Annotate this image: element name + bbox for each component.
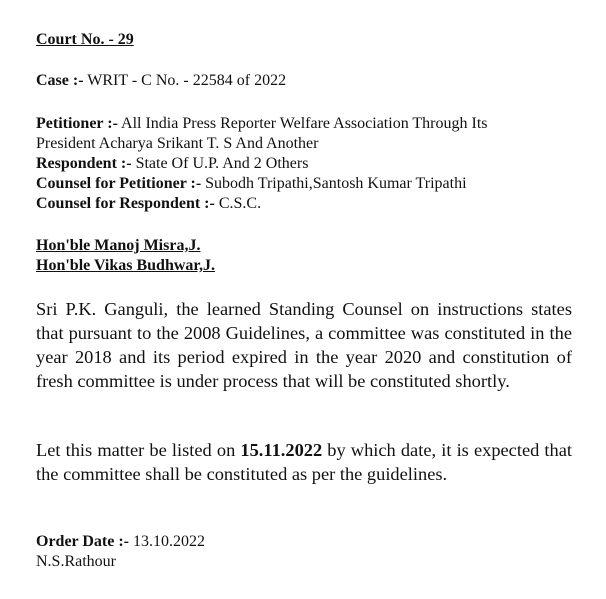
- paragraph-2-text-start: Let this matter be listed on: [36, 440, 241, 460]
- counsel-petitioner-line: [36, 174, 467, 194]
- judge-2: Hon'ble Vikas Budhwar,J.: [36, 257, 216, 274]
- petitioner-name-continued: President Acharya Srikant T. S And Another: [36, 135, 319, 152]
- judge-1: Hon'ble Manoj Misra,J.: [36, 237, 201, 254]
- petitioner-name: All India Press Reporter Welfare Association Through Its: [121, 115, 488, 132]
- counsel-respondent-name: C.S.C.: [218, 195, 262, 212]
- order-paragraph-2: [36, 438, 572, 486]
- counsel-petitioner-label: Counsel for Petitioner :-: [36, 175, 202, 192]
- case-line: [36, 71, 286, 91]
- order-paragraph-1: Sri P.K. Ganguli, the learned Standing Counsel on instructions states that pursuant to the 2008 Guidelines, a committee was constituted in the year 2018 and its period expired in the year 2020 and constitution of fresh committee is under process that will be constituted shortly.: [36, 299, 572, 391]
- signatory-name: N.S.Rathour: [36, 553, 116, 570]
- counsel-respondent-line: [36, 194, 261, 214]
- case-label: Case :-: [36, 72, 84, 89]
- order-date-value: 13.10.2022: [133, 533, 205, 550]
- order-date-label: Order Date :-: [36, 533, 129, 550]
- respondent-line: [36, 154, 308, 174]
- counsel-respondent-label: Counsel for Respondent :-: [36, 195, 215, 212]
- petitioner-line: [36, 114, 488, 134]
- paragraph-2-text-end: by which date, it is expected that the committee shall be constituted as per the guidelines.: [36, 440, 573, 484]
- case-number: WRIT - C No. - 22584 of 2022: [87, 72, 287, 89]
- counsel-petitioner-name: Subodh Tripathi,Santosh Kumar Tripathi: [205, 175, 467, 192]
- respondent-label: Respondent :-: [36, 155, 132, 172]
- petitioner-label: Petitioner :-: [36, 115, 118, 132]
- respondent-name: State Of U.P. And 2 Others: [135, 155, 309, 172]
- court-number: Court No. - 29: [36, 31, 134, 48]
- listing-date: 15.11.2022: [240, 440, 323, 460]
- order-date-line: [36, 532, 205, 552]
